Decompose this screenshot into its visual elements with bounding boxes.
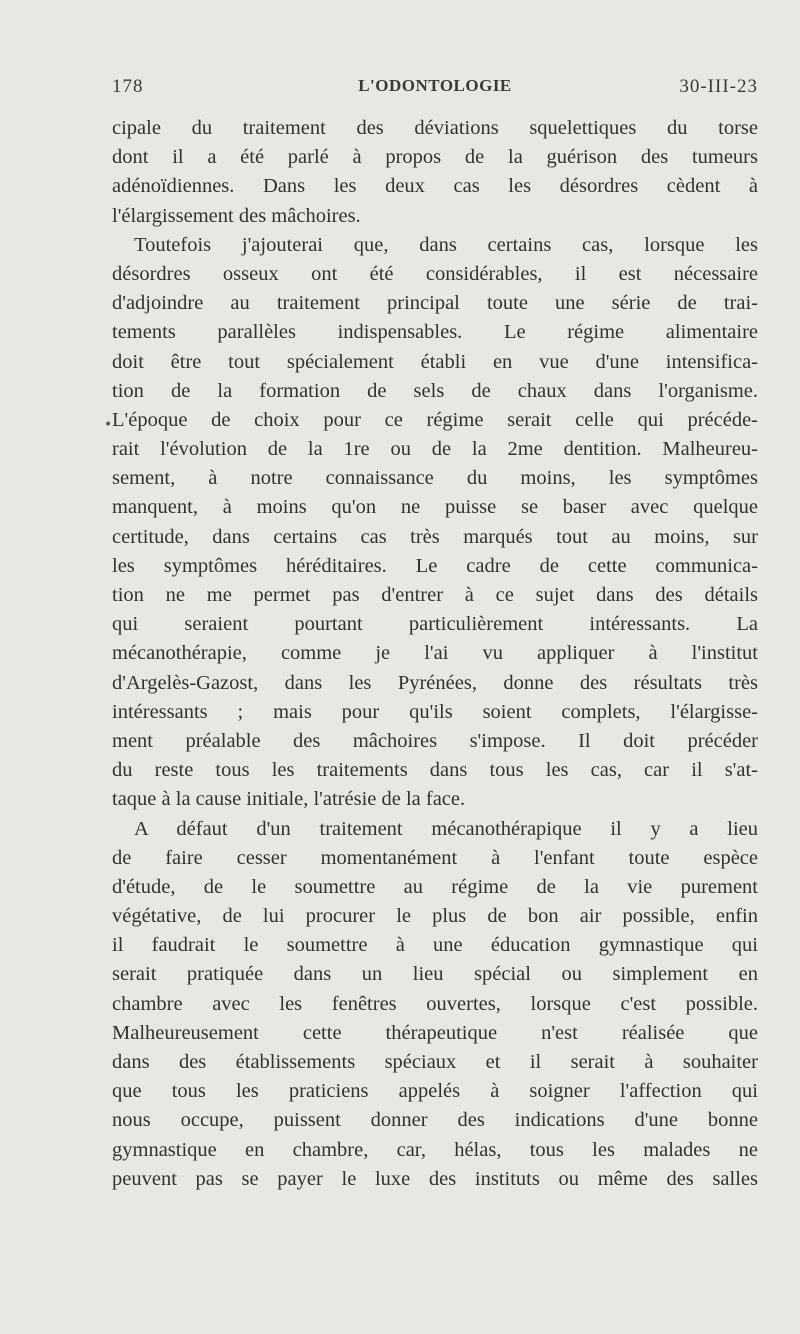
text-line: ment préalable des mâchoires s'impose. Il doit précéder [112,729,758,752]
text-line: désordres osseux ont été considérables, il est nécessaire [112,262,758,285]
text-line: de faire cesser momentanément à l'enfant toute espèce [112,846,758,869]
text-line: certitude, dans certains cas très marqués tout au moins, sur [112,525,758,548]
text-line: tements parallèles indispensables. Le régime alimentaire [112,321,758,344]
body-text [112,114,758,1194]
text-line: rait l'évolution de la 1re ou de la 2me dentition. Malheureu- [112,438,758,461]
text-line: intéressants ; mais pour qu'ils soient complets, l'élargisse- [112,700,758,723]
text-line: peuvent pas se payer le luxe des instituts ou même des salles [112,1167,758,1190]
text-line: dans des établissements spéciaux et il serait à souhaiter [112,1051,758,1073]
text-line: sement, à notre connaissance du moins, les symptômes [112,467,758,490]
text-line: d'étude, de le soumettre au régime de la vie purement [112,875,758,898]
text-line: adénoïdiennes. Dans les deux cas les désordres cèdent à [112,175,758,198]
running-header [112,76,758,102]
text-line: les symptômes héréditaires. Le cadre de cette communica- [112,554,758,577]
text-line: qui seraient pourtant particulièrement intéressants. La [112,613,758,636]
text-line: manquent, à moins qu'on ne puisse se baser avec quelque [112,496,758,519]
text-line: taque à la cause initiale, l'atrésie de la face. [112,788,466,811]
text-line: mécanothérapie, comme je l'ai vu appliquer à l'institut [112,642,758,665]
text-line: L'époque de choix pour ce régime serait celle qui précéde- [112,408,758,431]
margin-mark: • [104,417,113,433]
text-line: dont il a été parlé à propos de la guérison des tumeurs [112,146,758,169]
text-line: que tous les praticiens appelés à soigner l'affection qui [112,1080,758,1103]
text-line: chambre avec les fenêtres ouvertes, lorsque c'est possible. [112,992,758,1015]
text-line: d'Argelès-Gazost, dans les Pyrénées, donne des résultats très [112,671,758,694]
text-line: d'adjoindre au traitement principal toute une série de trai- [112,292,758,315]
text-line: tion de la formation de sels de chaux dans l'organisme. [112,379,758,402]
journal-title: L'ODONTOLOGIE [358,76,512,95]
text-line: l'élargissement des mâchoires. [112,204,361,227]
text-line: cipale du traitement des déviations squelettiques du torse [112,117,758,139]
text-line: du reste tous les traitements dans tous les cas, car il s'at- [112,759,758,782]
text-line: A défaut d'un traitement mécanothérapique il y a lieu [134,817,758,840]
issue-date: 30-III-23 [679,76,758,97]
text-line: serait pratiquée dans un lieu spécial ou simplement en [112,963,758,986]
text-line: il faudrait le soumettre à une éducation gymnastique qui [112,934,758,957]
text-line: végétative, de lui procurer le plus de bon air possible, enfin [112,905,758,928]
text-line: doit être tout spécialement établi en vue d'une intensifica- [112,350,758,373]
page-number: 178 [112,76,144,97]
text-line: tion ne me permet pas d'entrer à ce sujet dans des détails [112,584,758,606]
text-line: nous occupe, puissent donner des indications d'une bonne [112,1109,758,1132]
text-line: Malheureusement cette thérapeutique n'est réalisée que [112,1021,758,1044]
text-line: Toutefois j'ajouterai que, dans certains cas, lorsque les [134,233,758,256]
text-line: gymnastique en chambre, car, hélas, tous les malades ne [112,1138,758,1161]
